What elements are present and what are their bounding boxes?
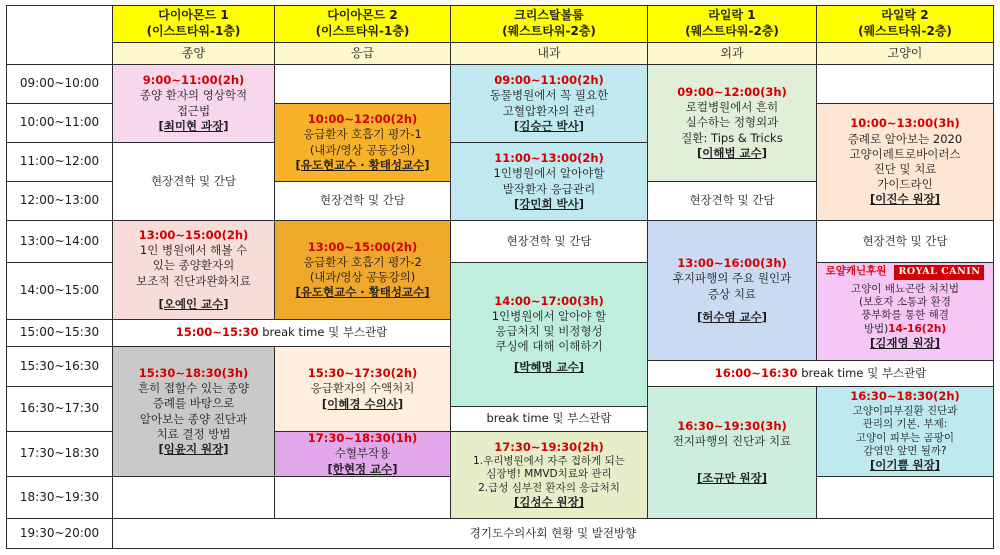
header-diamond-2 [274, 5, 451, 43]
session-time: 13:00~15:00(2h) [138, 228, 249, 243]
session-d1-palliative [112, 220, 275, 320]
header-room-name: 다이아몬드 2 [327, 8, 398, 23]
session-title: 진단 및 치료 [873, 162, 937, 176]
header-room-name: 라일락 2 [881, 8, 929, 23]
session-d2-transfusion [274, 431, 451, 477]
session-title: 응급환자 호흡기 평가-2 [303, 254, 422, 269]
session-l1-tour: 현장견학 및 간담 [647, 181, 817, 221]
session-title: 고양이피부질환 진단과 [852, 404, 958, 417]
session-title: 1인병원에서 알아야 할 [491, 308, 607, 323]
session-speaker: [김성수 원장] [513, 495, 585, 510]
session-title: 가이드라인 [877, 177, 933, 192]
session-time: 14:00~17:00(3h) [494, 293, 604, 308]
session-title: 로컬병원에서 흔히 [685, 100, 779, 115]
session-title: 심장병! MMVD치료와 관리 [486, 468, 612, 481]
session-title: 흔히 접할수 있는 종양 [138, 381, 249, 396]
time-slot: 10:00~11:00 [6, 103, 113, 143]
header-lilac-2 [816, 5, 994, 43]
session-speaker: [김재영 원장] [869, 336, 941, 351]
session-time: 14-16(2h) [888, 322, 947, 335]
empty-cell [816, 64, 994, 104]
time-slot: 15:30~16:30 [6, 346, 113, 387]
header-crystal-ballroom [450, 5, 648, 43]
session-d2-tour: 현장견학 및 간담 [274, 181, 451, 221]
session-title: 수혈부작용 [334, 446, 391, 461]
session-speaker: [김승근 박사] [513, 118, 585, 133]
session-speaker: [이해범 교수] [696, 145, 768, 160]
session-l1-hindlimb [647, 220, 817, 361]
session-time: 09:00~12:00(3h) [677, 85, 787, 100]
session-title: 쿠싱에 대해 이해하기 [495, 339, 603, 354]
header-room-location: (웨스트타워-2층) [858, 24, 952, 38]
empty-cell [274, 64, 451, 104]
empty-cell [112, 476, 275, 519]
break-text: break time 및 부스관람 [801, 365, 927, 380]
session-title: 고양이 피부는 곰팡이 [856, 431, 954, 444]
dept-surgery: 외과 [647, 42, 817, 65]
header-room-location: (웨스트타워-2층) [685, 24, 779, 38]
session-time: 15:30~17:30(2h) [307, 366, 418, 381]
session-title: 보조적 진단과완화치료 [136, 273, 251, 288]
session-l2-dermatology [816, 386, 994, 477]
session-title: 고양이 배뇨곤란 처치법 [850, 282, 960, 295]
session-l1-forelimb [647, 386, 817, 519]
session-cr-cushing [450, 262, 648, 407]
session-title: (내과/영상 공동강의) [309, 142, 416, 157]
session-speaker: [최미현 과장] [158, 118, 229, 133]
session-l2-tour: 현장견학 및 간담 [816, 220, 994, 263]
session-time: 9:00~11:00(2h) [142, 73, 245, 88]
empty-cell [816, 476, 994, 519]
session-time: 09:00~11:00(2h) [494, 73, 604, 88]
royal-canin-logo: ROYAL CANIN [894, 265, 984, 280]
sponsor-label: 로얄캐닌후원 [825, 265, 887, 278]
session-l1-orthopedics [647, 64, 817, 182]
header-room-location: (이스트타워-1층) [146, 24, 241, 38]
session-title: 감염만 앞면 될까? [863, 444, 947, 457]
session-time: 16:30~18:30(2h) [850, 389, 960, 404]
header-room-name: 크리스탈볼룸 [514, 8, 584, 23]
session-speaker: [임윤지 원장] [158, 441, 229, 456]
session-title: (내과/영상 공동강의) [309, 270, 416, 284]
session-title: 풍부화를 통한 해결 [861, 309, 949, 322]
session-title: 관리의 기본. 부제: [862, 418, 948, 431]
session-cr-seizure [450, 142, 648, 221]
session-title: 응급처치 및 비정형성 [495, 323, 603, 338]
session-d1-oncology-imaging [112, 64, 275, 143]
session-speaker: [유도현교수 · 황태성교수] [295, 157, 430, 172]
break-text: break time 및 부스관람 [262, 325, 388, 340]
session-cr-hypertension [450, 64, 648, 143]
header-room-name: 다이아몬드 1 [158, 8, 229, 23]
session-title: 응급환자 호흡기 평가-1 [303, 127, 422, 142]
session-time: 13:00~15:00(2h) [307, 239, 418, 254]
session-title: 접근법 [176, 103, 211, 118]
session-d2-respiratory-2 [274, 220, 451, 320]
session-speaker: [이진수 원장] [869, 192, 941, 207]
time-slot: 16:30~17:30 [6, 386, 113, 432]
dept-feline: 고양이 [816, 42, 994, 65]
session-title: 있는 종양환자의 [152, 258, 235, 273]
header-room-name: 라일락 1 [708, 8, 756, 23]
session-title: 고혈압환자의 관리 [502, 103, 596, 118]
header-room-location: (이스트타워-1층) [315, 24, 410, 38]
session-speaker: [유도현교수 · 황태성교수] [295, 285, 430, 300]
session-time: 17:30~18:30(1h) [307, 431, 418, 446]
session-title: 실수하는 정형외과 [685, 115, 779, 130]
empty-cell [274, 476, 451, 519]
session-title: 1인 병원에서 해볼 수 [139, 243, 248, 258]
session-title: 증상 치료 [707, 286, 757, 301]
session-speaker: [강민희 박사] [513, 196, 585, 211]
time-slot: 15:00~15:30 [6, 319, 113, 347]
break-time-cr: break time 및 부스관람 [450, 406, 648, 432]
session-d1-cases [112, 346, 275, 477]
session-title: 알아보는 종양 진단과 [139, 411, 248, 426]
session-title: 증례로 알아보는 2020 [847, 131, 963, 146]
time-slot: 12:00~13:00 [6, 181, 113, 221]
session-speaker: [박혜명 교수] [513, 360, 585, 375]
session-title: 후지파행의 주요 원인과 [672, 271, 792, 286]
header-diamond-1 [112, 5, 275, 43]
header-lilac-1 [647, 5, 817, 43]
session-d2-fluid [274, 346, 451, 432]
session-speaker: [이기쁨 원장] [869, 458, 941, 473]
session-d2-respiratory-1 [274, 103, 451, 182]
sponsor-row [826, 265, 985, 280]
session-time: 13:00~16:00(3h) [677, 256, 787, 271]
dept-internal: 내과 [450, 42, 648, 65]
time-slot: 14:00~15:00 [6, 262, 113, 320]
session-time: 17:30~19:30(2h) [494, 439, 604, 454]
session-time: 10:00~13:00(3h) [850, 116, 960, 131]
session-l2-retrovirus [816, 103, 994, 221]
dept-emergency: 응급 [274, 42, 451, 65]
time-slot: 17:30~18:30 [6, 431, 113, 477]
session-title: 종양 환자의 영상학적 [139, 88, 248, 103]
session-title: 발작환자 응급관리 [502, 181, 596, 196]
session-l2-urinary [816, 262, 994, 361]
break-time: 16:00~16:30 [714, 365, 798, 380]
break-time: 15:00~15:30 [175, 325, 259, 340]
session-title: 질환: Tips & Tricks [681, 130, 783, 145]
break-time-1500 [112, 319, 451, 347]
session-speaker: [허수영 교수] [696, 309, 768, 324]
session-cr-tour: 현장견학 및 간담 [450, 220, 648, 263]
session-title: 응급환자의 수액처치 [310, 381, 415, 396]
session-title: 1.우리병원에서 자주 접하게 되는 [473, 454, 625, 467]
header-room-location: (웨스트타워-2층) [502, 24, 596, 38]
session-time: 11:00~13:00(2h) [494, 151, 604, 166]
corner-cell [6, 5, 113, 65]
session-cr-cardiology [450, 431, 648, 519]
time-slot: 18:30~19:30 [6, 476, 113, 519]
session-title: 고양이레트로바이러스 [849, 146, 961, 161]
session-speaker: [조규만 원장] [696, 471, 768, 486]
session-d1-tour: 현장견학 및 간담 [112, 142, 275, 221]
session-title: 동물병원에서 꼭 필요한 [489, 88, 609, 103]
session-title: 증례를 바탕으로 [152, 396, 235, 411]
time-slot: 13:00~14:00 [6, 220, 113, 263]
session-speaker: [이혜경 수의사] [321, 396, 404, 411]
break-time-1600 [647, 360, 994, 387]
session-time: 15:30~18:30(3h) [138, 365, 249, 380]
session-time: 16:30~19:30(3h) [677, 418, 787, 433]
session-title: 1인병원에서 알아야할 [493, 166, 605, 181]
closing-session: 경기도수의사회 현황 및 발전방향 [112, 518, 994, 549]
time-slot: 19:30~20:00 [6, 518, 113, 549]
session-speaker: [오예인 교수] [158, 296, 229, 311]
time-slot: 11:00~12:00 [6, 142, 113, 182]
session-title: 방법) [863, 322, 889, 335]
session-speaker: [한현정 교수] [327, 461, 398, 476]
time-slot: 09:00~10:00 [6, 64, 113, 104]
dept-oncology: 종양 [112, 42, 275, 65]
session-title: 2.급성 심부전 환자의 응급처치 [478, 481, 620, 494]
session-time: 10:00~12:00(2h) [307, 112, 418, 127]
session-title: 치료 결정 방법 [156, 426, 231, 441]
session-title: (보호자 소통과 환경 [859, 295, 951, 308]
session-title: 전지파행의 진단과 치료 [672, 433, 792, 448]
